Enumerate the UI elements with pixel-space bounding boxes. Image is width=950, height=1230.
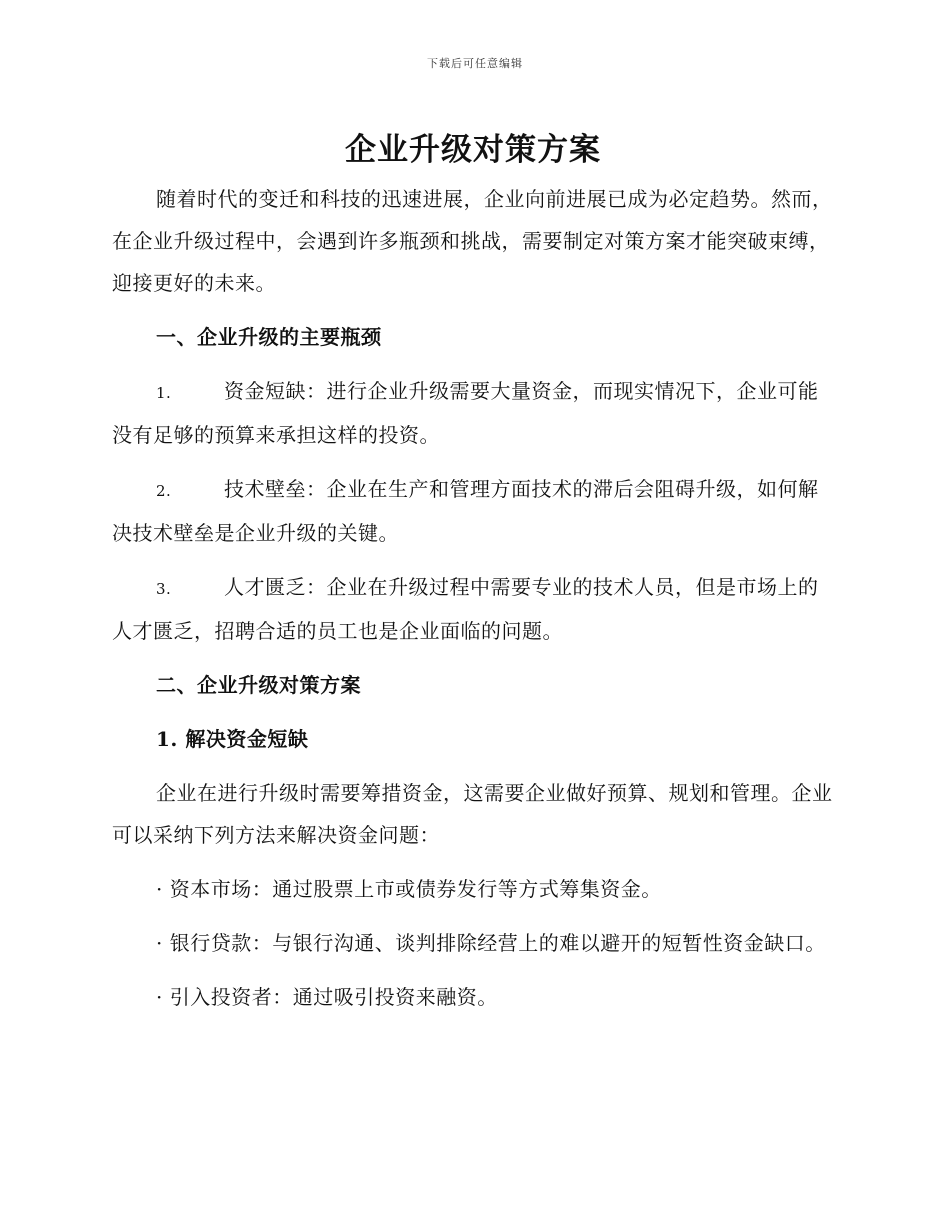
list-item-text: 资金短缺：进行企业升级需要大量资金，而现实情况下，企业可能没有足够的预算来承担这样的投资。 xyxy=(112,379,819,447)
list-item xyxy=(112,566,834,652)
section-1-heading: 一、企业升级的主要瓶颈 xyxy=(156,325,382,349)
list-item-number: 1. xyxy=(156,384,172,402)
bullet-item: · 引入投资者：通过吸引投资来融资。 xyxy=(156,985,498,1009)
list-item-text: 技术壁垒：企业在生产和管理方面技术的滞后会阻碍升级，如何解决技术壁垒是企业升级的关键。 xyxy=(112,477,819,545)
list-item-number: 3. xyxy=(156,580,172,598)
list-item xyxy=(112,370,834,456)
list-item-number: 2. xyxy=(156,482,172,500)
subsection-heading: 1. 解决资金短缺 xyxy=(156,727,309,751)
list-item-text: 人才匮乏：企业在升级过程中需要专业的技术人员，但是市场上的人才匮乏，招聘合适的员工也是企业面临的问题。 xyxy=(112,575,819,643)
header-note: 下载后可任意编辑 xyxy=(427,57,523,70)
subsection-paragraph: 企业在进行升级时需要筹措资金，这需要企业做好预算、规划和管理。企业可以采纳下列方法来解决资金问题： xyxy=(112,781,833,847)
document-title: 企业升级对策方案 xyxy=(345,132,601,168)
section-2-heading: 二、企业升级对策方案 xyxy=(156,673,361,697)
document-body xyxy=(112,128,834,1018)
intro-paragraph: 随着时代的变迁和科技的迅速进展，企业向前进展已成为必定趋势。然而，在企业升级过程中，会遇到许多瓶颈和挑战，需要制定对策方案才能突破束缚，迎接更好的未来。 xyxy=(112,187,833,295)
list-item xyxy=(112,468,834,554)
bullet-item: · 资本市场：通过股票上市或债券发行等方式筹集资金。 xyxy=(156,877,662,901)
bullet-item: · 银行贷款：与银行沟通、谈判排除经营上的难以避开的短暂性资金缺口。 xyxy=(156,931,826,955)
